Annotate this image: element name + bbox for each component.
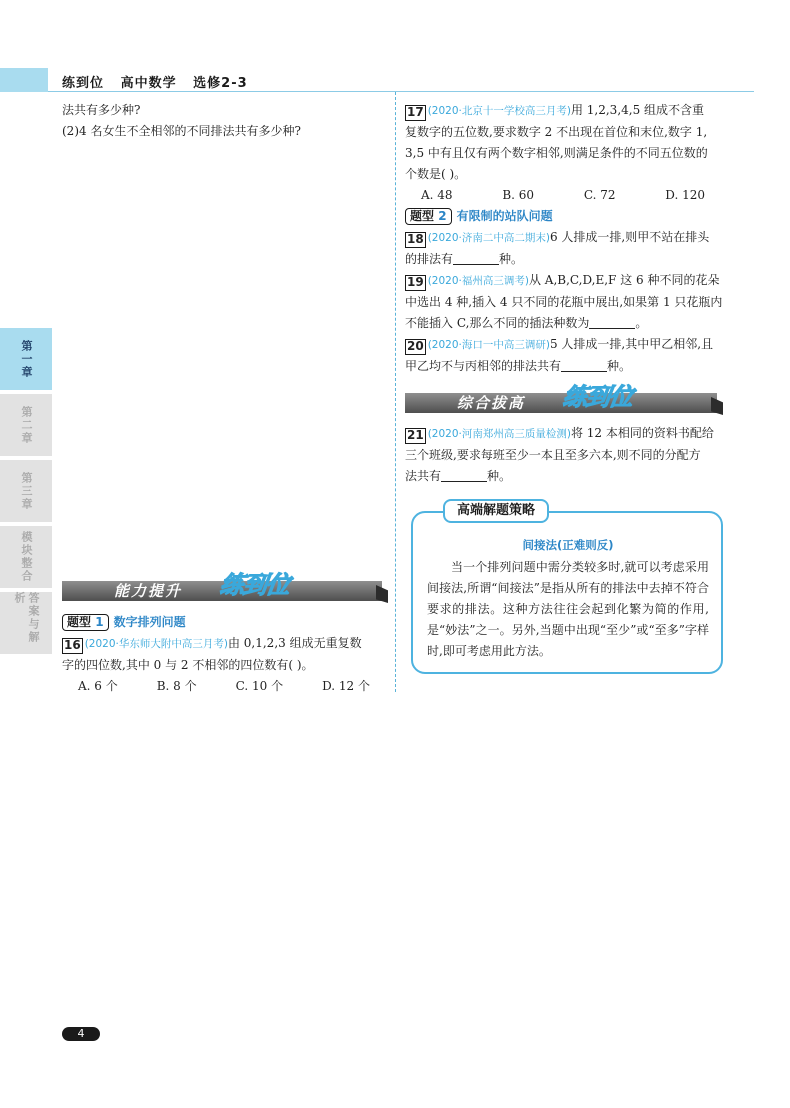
answer-options xyxy=(62,676,388,696)
banner-label: 综合拔高 xyxy=(457,394,526,412)
column-divider xyxy=(395,92,396,692)
question-text: 种。 xyxy=(499,252,524,266)
topic-tag xyxy=(62,614,109,631)
question-text: 个数是( )。 xyxy=(405,167,467,181)
banner-logo: 练到位 xyxy=(218,571,291,599)
tab-chapter-2[interactable]: 第二章 xyxy=(0,394,52,456)
question-text: 6 人排成一排,则甲不站在排头 xyxy=(549,230,710,244)
topic-tag-number: 1 xyxy=(95,614,104,629)
strategy-body: 当一个排列问题中需分类较多时,就可以考虑采用间接法,所谓“间接法”是指从所有的排法中去掉不符合要求的排法。这种方法往往会起到化繁为简的作用,是“妙法”之一。另外,当题中出现“至少”或“至多”字样时,即可考虑用此方法。 xyxy=(427,560,709,658)
tab-chapter-1[interactable]: 第一章 xyxy=(0,328,52,390)
question-source: (2020·福州高三调考) xyxy=(427,275,529,287)
option-a[interactable]: A. 6 个 xyxy=(78,679,118,693)
topic-title: 有限制的站队问题 xyxy=(456,209,553,223)
tab-answers[interactable]: 答案与解析 xyxy=(0,592,52,654)
topic-heading-1 xyxy=(62,611,388,633)
ability-banner xyxy=(62,571,388,605)
question-text: 复数字的五位数,要求数字 2 不出现在首位和末位,数字 1, xyxy=(405,125,708,139)
topic-tag-text: 题型 xyxy=(67,614,92,629)
topic-title: 数字排列问题 xyxy=(113,615,186,629)
topic-tag xyxy=(405,208,452,225)
tab-module-review[interactable]: 模块整合 xyxy=(0,526,52,588)
comprehensive-banner xyxy=(405,383,723,417)
question-text: 的排法有 xyxy=(405,252,454,266)
banner-label: 能力提升 xyxy=(114,582,183,600)
option-d[interactable]: D. 120 xyxy=(665,188,705,202)
question-number: 21 xyxy=(407,428,424,442)
question-number: 18 xyxy=(407,232,424,246)
option-a[interactable]: A. 48 xyxy=(421,188,453,202)
strategy-box xyxy=(411,503,723,674)
page-header-title: 练到位 高中数学 选修2-3 xyxy=(62,76,248,91)
question-16 xyxy=(62,633,388,696)
question-source: (2020·济南二中高二期末) xyxy=(427,232,550,244)
option-b[interactable]: B. 60 xyxy=(502,188,535,202)
question-text: 甲乙均不与丙相邻的排法共有 xyxy=(405,359,562,373)
question-source: (2020·北京十一学校高三月考) xyxy=(427,105,571,117)
question-source: (2020·海口一中高三调研) xyxy=(427,339,550,351)
question-20 xyxy=(405,334,723,377)
question-text: 由 0,1,2,3 组成无重复数 xyxy=(227,636,362,650)
answer-blank[interactable] xyxy=(589,315,635,329)
question-text: 5 人排成一排,其中甲乙相邻,且 xyxy=(549,337,714,351)
banner-logo: 练到位 xyxy=(561,383,634,411)
question-text: 从 A,B,C,D,E,F 这 6 种不同的花朵 xyxy=(528,273,720,287)
question-19 xyxy=(405,270,723,334)
answer-blank[interactable] xyxy=(453,251,499,265)
option-c[interactable]: C. 10 个 xyxy=(235,679,284,693)
continued-question-line-2: (2)4 名女生不全相邻的不同排法共有多少种? xyxy=(62,124,301,138)
chapter-tabs xyxy=(0,328,52,658)
option-d[interactable]: D. 12 个 xyxy=(322,679,370,693)
header-rule xyxy=(48,91,754,92)
option-c[interactable]: C. 72 xyxy=(583,188,616,202)
strategy-tab: 高端解题策略 xyxy=(443,499,549,523)
question-21 xyxy=(405,423,723,487)
topic-tag-text: 题型 xyxy=(410,208,435,223)
question-text: 种。 xyxy=(607,359,632,373)
option-b[interactable]: B. 8 个 xyxy=(156,679,197,693)
blank-answer-space xyxy=(62,142,388,569)
question-text: 。 xyxy=(635,316,648,330)
question-text: 用 1,2,3,4,5 组成不含重 xyxy=(570,103,705,117)
question-text: 三个班级,要求每班至少一本且至多六本,则不同的分配方 xyxy=(405,448,701,462)
answer-options xyxy=(405,185,723,205)
question-text: 种。 xyxy=(487,469,512,483)
question-number: 19 xyxy=(407,275,424,289)
question-text: 3,5 中有且仅有两个数字相邻,则满足条件的不同五位数的 xyxy=(405,146,708,160)
strategy-heading: 间接法(正难则反) xyxy=(522,538,614,552)
question-text: 法共有 xyxy=(405,469,442,483)
continued-question-line-1: 法共有多少种? xyxy=(62,103,141,117)
question-text: 将 12 本相同的资料书配给 xyxy=(570,426,714,440)
question-text: 不能插入 C,那么不同的插法种数为 xyxy=(405,316,590,330)
right-column xyxy=(405,100,723,674)
topic-heading-2 xyxy=(405,205,723,227)
question-source: (2020·华东师大附中高三月考) xyxy=(84,638,228,650)
question-number: 20 xyxy=(407,339,424,353)
question-source: (2020·河南郑州高三质量检测) xyxy=(427,428,571,440)
question-number: 16 xyxy=(64,638,81,652)
topic-tag-number: 2 xyxy=(438,208,447,223)
answer-blank[interactable] xyxy=(441,468,487,482)
question-18 xyxy=(405,227,723,270)
question-text: 字的四位数,其中 0 与 2 不相邻的四位数有( )。 xyxy=(62,658,314,672)
question-number: 17 xyxy=(407,105,424,119)
answer-blank[interactable] xyxy=(561,358,607,372)
left-column xyxy=(62,100,388,696)
question-text: 中选出 4 种,插入 4 只不同的花瓶中展出,如果第 1 只花瓶内 xyxy=(405,295,723,309)
header-accent-bar xyxy=(0,68,48,92)
question-17 xyxy=(405,100,723,205)
tab-chapter-3[interactable]: 第三章 xyxy=(0,460,52,522)
page-number: 4 xyxy=(62,1027,100,1041)
